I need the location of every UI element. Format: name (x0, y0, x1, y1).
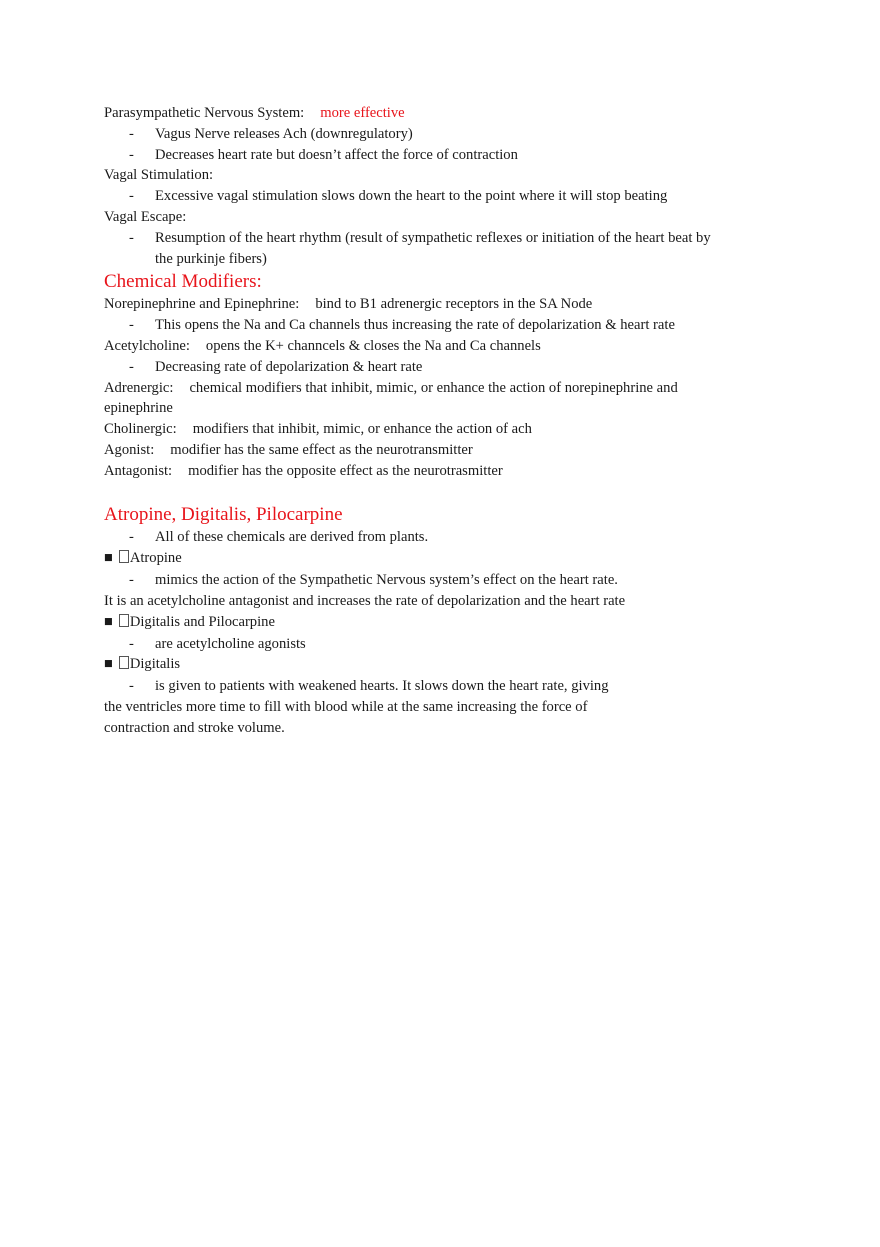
plant-description: - is given to patients with weakened hearts. It slows down the heart rate, giving the ventricles more time to fill with blood while at the same increasing the force of contraction and stroke volume. (104, 678, 609, 736)
chemical-modifiers-heading: Chemical Modifiers: (104, 271, 262, 293)
plant-name: Digitalis and Pilocarpine (129, 613, 275, 630)
list-item: - Decreases heart rate but doesn’t affect the force of contraction (129, 146, 518, 163)
plant-name: Digitalis (129, 656, 181, 673)
bullet-text: This opens the Na and Ca channels thus increasing the rate of depolarization & heart rate (155, 317, 675, 334)
missing-glyph-icon (119, 656, 129, 669)
adrenergic-line (104, 378, 744, 420)
term: Antagonist: (104, 462, 173, 479)
square-bullet-icon: ■ (104, 550, 113, 567)
term: Adrenergic: (104, 379, 174, 396)
vagal-escape-label: Vagal Escape: (104, 208, 187, 225)
bullet-text: Resumption of the heart rhythm (result of sympathetic reflexes or initiation of the heart beat by the purkinje fibers) (155, 229, 711, 267)
list-item: - All of these chemicals are derived from plants. (129, 528, 429, 545)
plant-item (104, 548, 744, 569)
definition: chemical modifiers that inhibit, mimic, or enhance the action of norepinephrine and epinephrine (104, 379, 678, 417)
missing-glyph-icon (119, 550, 129, 563)
cholinergic-line (104, 419, 744, 440)
term: Agonist: (104, 441, 155, 458)
description-text: are acetylcholine agonists (155, 635, 306, 652)
definition: modifier has the same effect as the neurotransmitter (170, 441, 473, 458)
bullet-text: Excessive vagal stimulation slows down the heart to the point where it will stop beating (155, 188, 668, 205)
parasympathetic-note: more effective (320, 105, 405, 121)
list-item: - Excessive vagal stimulation slows down the heart to the point where it will stop beating (129, 188, 668, 205)
description-text: is given to patients with weakened hearts. It slows down the heart rate, giving the ventricles more time to fill with blood while at the same increasing the force of contraction and stroke volume. (104, 678, 609, 736)
norepinephrine-line (104, 294, 744, 315)
list-item: - Decreasing rate of depolarization & heart rate (129, 358, 423, 375)
plant-description: - are acetylcholine agonists (129, 635, 306, 652)
plants-heading: Atropine, Digitalis, Pilocarpine (104, 503, 343, 525)
list-item: - This opens the Na and Ca channels thus increasing the rate of depolarization & heart rate (129, 317, 675, 334)
antagonist-line (104, 461, 744, 482)
parasympathetic-label: Parasympathetic Nervous System: (104, 105, 305, 121)
bullet-text: Vagus Nerve releases Ach (downregulatory) (155, 125, 413, 142)
square-bullet-icon: ■ (104, 656, 113, 673)
term: Norepinephrine and Epinephrine: (104, 296, 300, 313)
bullet-text: Decreases heart rate but doesn’t affect the force of contraction (155, 146, 518, 163)
list-item: - Vagus Nerve releases Ach (downregulatory) (129, 125, 413, 142)
definition: modifiers that inhibit, mimic, or enhance the action of ach (192, 421, 532, 438)
vagal-stimulation-label: Vagal Stimulation: (104, 167, 214, 184)
missing-glyph-icon (119, 614, 129, 627)
plant-item (104, 612, 744, 633)
bullet-text: Decreasing rate of depolarization & heart rate (155, 358, 423, 375)
parasympathetic-line (104, 103, 744, 124)
square-bullet-icon: ■ (104, 613, 113, 630)
plant-item (104, 654, 744, 675)
agonist-line (104, 440, 744, 461)
notes-body (104, 103, 744, 739)
list-item: - Resumption of the heart rhythm (result of sympathetic reflexes or initiation of the heart beat by the purkinje fibers) (129, 229, 711, 267)
term: Cholinergic: (104, 421, 177, 438)
description-text: mimics the action of the Sympathetic Nervous system’s effect on the heart rate. It is an acetylcholine antagonist and increases the rate of depolarization and the heart rate (104, 572, 626, 609)
definition: bind to B1 adrenergic receptors in the SA Node (315, 296, 593, 313)
acetylcholine-line (104, 336, 744, 357)
plant-name: Atropine (129, 550, 182, 567)
plant-description: - mimics the action of the Sympathetic Nervous system’s effect on the heart rate. It is an acetylcholine antagonist and increases the rate of depolarization and the heart rate (104, 572, 626, 609)
term: Acetylcholine: (104, 337, 190, 354)
definition: modifier has the opposite effect as the neurotrasmitter (188, 462, 503, 479)
bullet-text: All of these chemicals are derived from plants. (155, 528, 429, 545)
definition: opens the K+ channcels & closes the Na and Ca channels (205, 337, 541, 354)
